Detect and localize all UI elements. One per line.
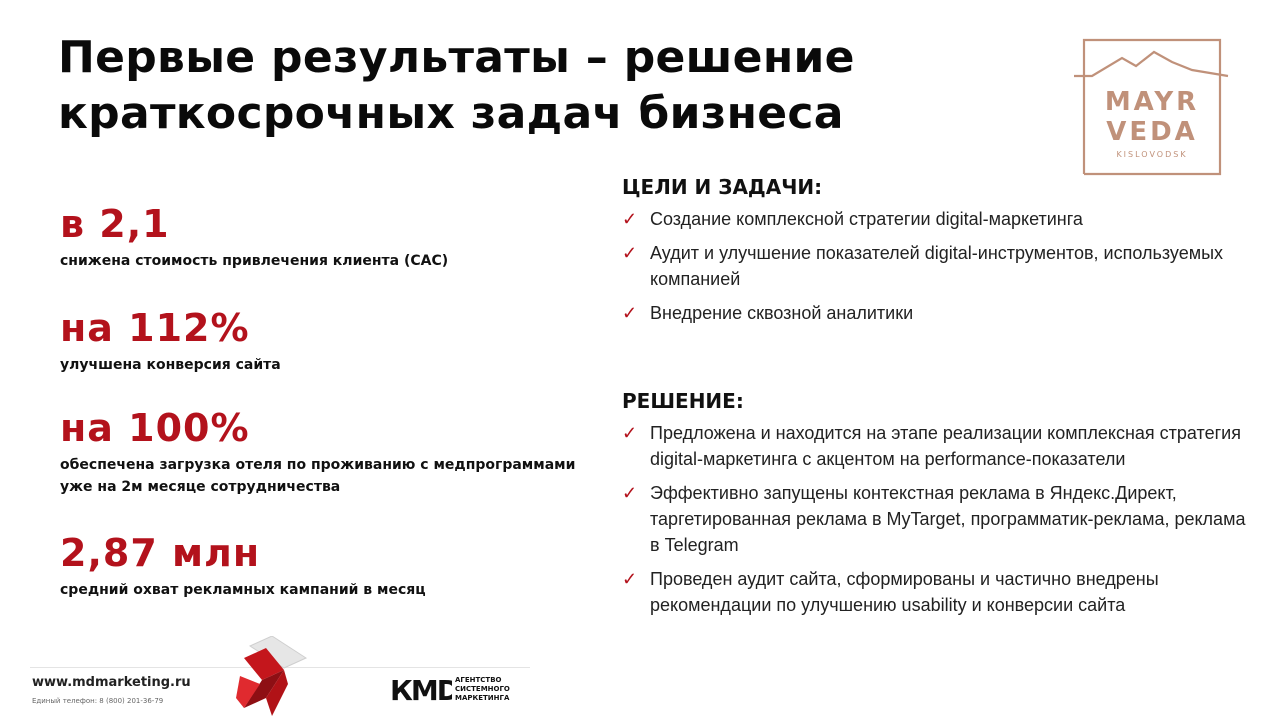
list-item xyxy=(622,420,1252,472)
list-item xyxy=(622,300,1252,326)
metric-value: на 100% xyxy=(60,406,250,450)
phone-text: Единый телефон: 8 (800) 201-36-79 xyxy=(32,697,164,705)
metric-conversion xyxy=(60,306,281,376)
agency-mark: КМD xyxy=(390,674,452,706)
metric-reach xyxy=(60,531,426,601)
metric-description: улучшена конверсия сайта xyxy=(60,357,281,373)
goals-section xyxy=(622,174,1252,334)
slide-title-line-2: краткосрочных задач бизнеса xyxy=(58,88,844,139)
metric-description: снижена стоимость привлечения клиента (CAC) xyxy=(60,253,449,269)
list-item xyxy=(622,480,1252,558)
logo-word-1: MAYR xyxy=(1104,87,1200,117)
metric-value: в 2,1 xyxy=(60,202,170,246)
metric-description: уже на 2м месяце сотрудничества xyxy=(60,479,341,495)
brand-arrow-icon xyxy=(236,636,312,724)
agency-name-line: СИСТЕМНОГО xyxy=(455,685,510,693)
solution-section xyxy=(622,388,1252,626)
goals-heading: ЦЕЛИ И ЗАДАЧИ: xyxy=(622,175,823,199)
checkmark-icon: ✓ xyxy=(622,483,638,503)
list-item-text: Аудит и улучшение показателей digital-инструментов, используемых компанией xyxy=(650,243,1224,289)
list-item-text: Внедрение сквозной аналитики xyxy=(650,303,914,323)
logo-word-2: VEDA xyxy=(1106,117,1198,147)
list-item xyxy=(622,240,1252,292)
agency-name-line: МАРКЕТИНГА xyxy=(455,694,510,702)
metric-value: 2,87 млн xyxy=(60,531,261,575)
solution-list xyxy=(622,420,1252,618)
goals-list xyxy=(622,206,1252,326)
checkmark-icon: ✓ xyxy=(622,243,638,263)
list-item-text: Эффективно запущены контекстная реклама в Яндекс.Директ, таргетированная реклама в MyTarget, программатик-реклама, реклама в Telegram xyxy=(650,483,1246,555)
solution-heading: РЕШЕНИЕ: xyxy=(622,389,744,413)
checkmark-icon: ✓ xyxy=(622,209,638,229)
mayr-veda-logo xyxy=(1072,36,1232,176)
metric-description: обеспечена загрузка отеля по проживанию с медпрограммами xyxy=(60,457,576,473)
metric-occupancy xyxy=(60,406,575,498)
agency-name xyxy=(455,676,510,703)
metric-cac xyxy=(60,202,448,272)
website-link[interactable]: www.mdmarketing.ru xyxy=(32,675,191,690)
logo-city: KISLOVODSK xyxy=(1116,150,1188,159)
list-item-text: Предложена и находится на этапе реализации комплексная стратегия digital-маркетинга с акцентом на performance-показатели xyxy=(650,423,1241,469)
checkmark-icon: ✓ xyxy=(622,303,638,323)
checkmark-icon: ✓ xyxy=(622,569,638,589)
slide-title xyxy=(58,30,958,142)
checkmark-icon: ✓ xyxy=(622,423,638,443)
metric-value: на 112% xyxy=(60,306,250,350)
list-item-text: Проведен аудит сайта, сформированы и частично внедрены рекомендации по улучшению usability и конверсии сайта xyxy=(650,569,1159,615)
slide-title-line-1: Первые результаты – решение xyxy=(58,32,855,83)
list-item-text: Создание комплексной стратегии digital-маркетинга xyxy=(650,209,1083,229)
agency-name-line: АГЕНТСТВО xyxy=(455,676,502,684)
metric-description: средний охват рекламных кампаний в месяц xyxy=(60,582,426,598)
list-item xyxy=(622,206,1252,232)
list-item xyxy=(622,566,1252,618)
agency-logo xyxy=(390,672,452,710)
